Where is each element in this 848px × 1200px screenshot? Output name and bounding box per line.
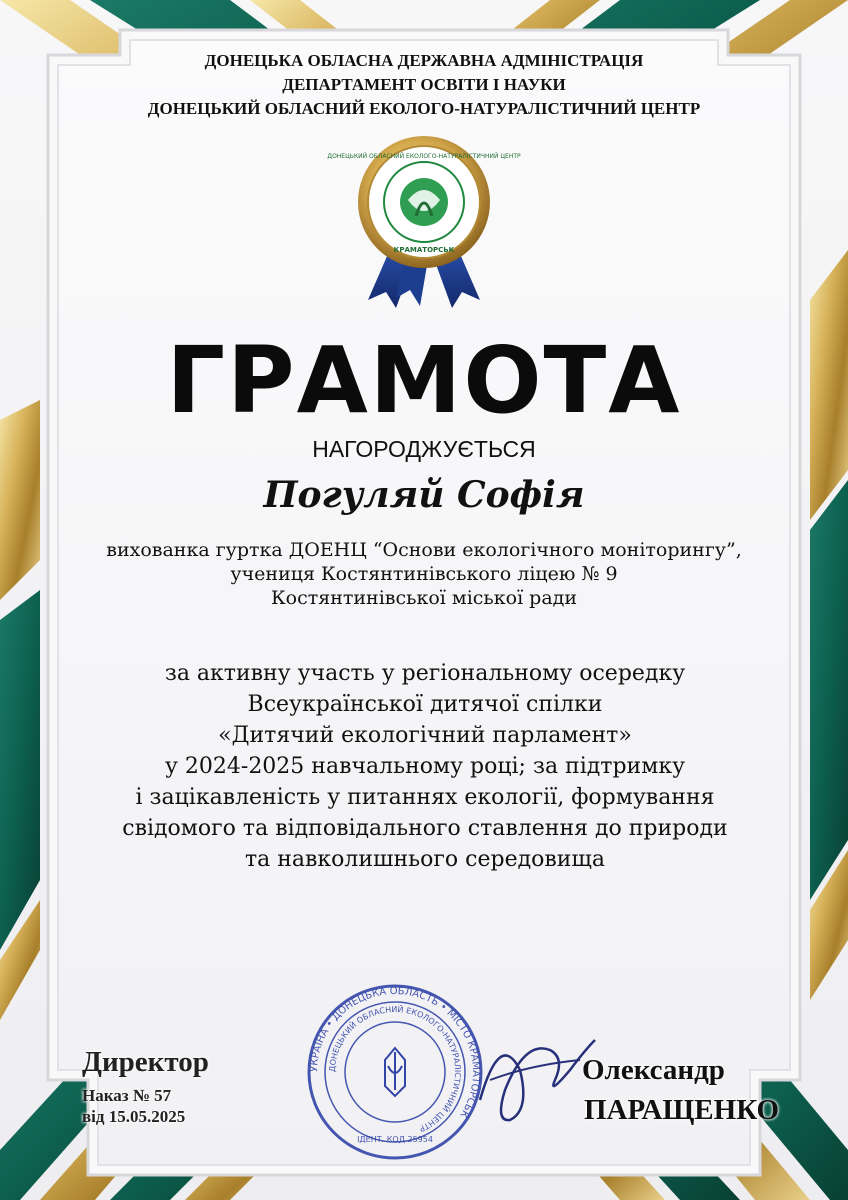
reason-line: Всеукраїнської дитячої спілки [247, 692, 603, 717]
stamp-outer-text: УКРАЇНА • ДОНЕЦЬКА ОБЛАСТЬ • МІСТО КРАМАТОРСЬК [308, 985, 482, 1120]
stamp-code: ІДЕНТ. КОД 25954 [357, 1135, 433, 1144]
description-line: вихованка гуртка ДОЕНЦ “Основи екологічного моніторингу”, [106, 539, 742, 561]
award-reason [60, 658, 790, 875]
recipient-name: Погуляй Софія [263, 474, 585, 516]
center-emblem [327, 130, 521, 310]
awarded-label: НАГОРОДЖУЄТЬСЯ [312, 436, 536, 462]
order-number: Наказ № 57 [82, 1086, 172, 1105]
recipient-description [40, 538, 808, 610]
director-title: Директор [82, 1046, 209, 1078]
description-line: учениця Костянтинівського ліцею № 9 [230, 563, 618, 585]
certificate-title: ГРАМОТА [166, 327, 682, 434]
reason-line: свідомого та відповідального ставлення до природи [122, 816, 728, 841]
header-line-1: ДОНЕЦЬКА ОБЛАСНА ДЕРЖАВНА АДМІНІСТРАЦІЯ [204, 51, 644, 70]
reason-line: у 2024-2025 навчальному році; за підтримку [164, 754, 686, 779]
header-line-2: ДЕПАРТАМЕНТ ОСВІТИ І НАУКИ [282, 75, 566, 94]
signer-last-name: ПАРАЩЕНКО [584, 1094, 780, 1126]
order-date: від 15.05.2025 [82, 1107, 186, 1126]
reason-line: і зацікавленість у питаннях екології, формування [135, 785, 715, 810]
stamp-inner-text: ДОНЕЦЬКИЙ ОБЛАСНИЙ ЕКОЛОГО-НАТУРАЛІСТИЧНИЙ ЦЕНТР [327, 1004, 463, 1134]
reason-line: «Дитячий екологічний парламент» [218, 723, 632, 748]
director-signature [470, 1010, 600, 1130]
signer-first-name: Олександр [582, 1054, 725, 1086]
reason-line: за активну участь у регіональному осередку [164, 661, 686, 686]
header-line-3: ДОНЕЦЬКИЙ ОБЛАСНИЙ ЕКОЛОГО-НАТУРАЛІСТИЧНИЙ ЦЕНТР [147, 99, 701, 118]
description-line: Костянтинівської міської ради [270, 587, 578, 609]
official-stamp [305, 982, 485, 1162]
emblem-ring-text: ДОНЕЦЬКИЙ ОБЛАСНИЙ ЕКОЛОГО-НАТУРАЛІСТИЧНИЙ ЦЕНТР [327, 153, 521, 160]
director-block [82, 1046, 209, 1127]
reason-line: та навколишнього середовища [244, 847, 606, 872]
signer-name [582, 1050, 779, 1130]
emblem-city-text: КРАМАТОРСЬК [393, 246, 455, 254]
